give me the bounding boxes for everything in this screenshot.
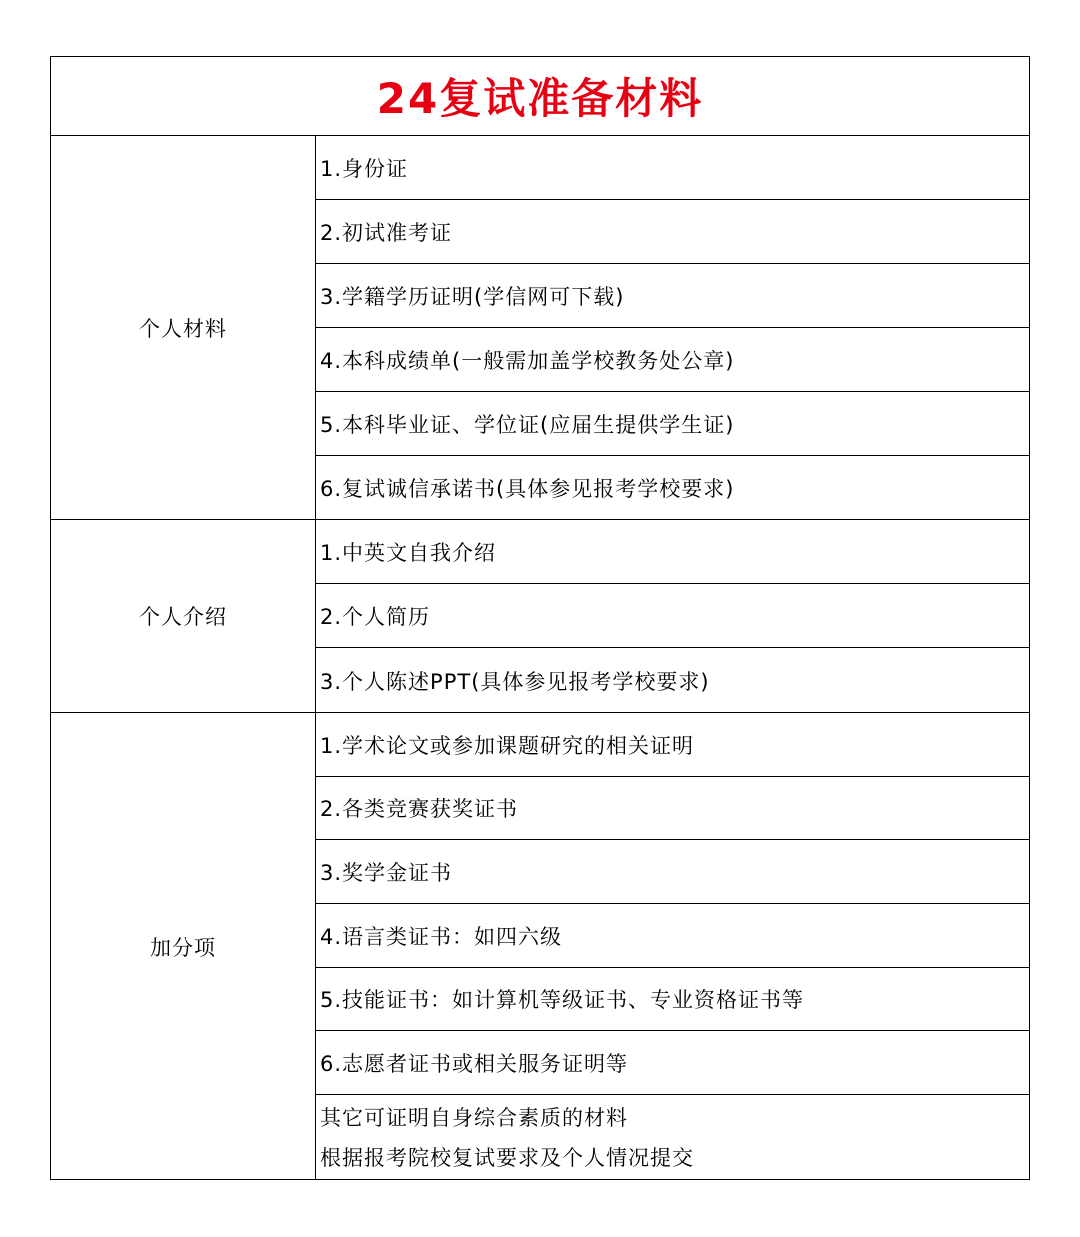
list-item: 2.各类竞赛获奖证书 (316, 777, 1029, 840)
list-item: 1.中英文自我介绍 (316, 520, 1029, 584)
extra-line: 根据报考院校复试要求及个人情况提交 (320, 1145, 694, 1170)
title-row (51, 57, 1029, 136)
group-label: 个人材料 (51, 136, 316, 519)
list-item: 5.技能证书：如计算机等级证书、专业资格证书等 (316, 968, 1029, 1031)
list-item: 6.志愿者证书或相关服务证明等 (316, 1031, 1029, 1095)
list-item-extra (316, 1095, 1029, 1180)
group-bonus (51, 713, 1029, 1180)
list-item: 1.身份证 (316, 136, 1029, 200)
list-item: 2.初试准考证 (316, 200, 1029, 264)
group-label: 加分项 (51, 713, 316, 1180)
list-item: 3.奖学金证书 (316, 840, 1029, 904)
list-item: 6.复试诚信承诺书(具体参见报考学校要求) (320, 477, 735, 501)
list-item: 3.学籍学历证明(学信网可下载) (316, 264, 1029, 328)
extra-line: 其它可证明自身综合素质的材料 (320, 1105, 628, 1130)
group-personal-materials (51, 136, 1029, 520)
list-item: 1.学术论文或参加课题研究的相关证明 (316, 713, 1029, 777)
list-item: 4.本科成绩单(一般需加盖学校教务处公章) (316, 328, 1029, 392)
list-item: 5.本科毕业证、学位证(应届生提供学生证) (316, 392, 1029, 456)
list-item: 2.个人简历 (316, 584, 1029, 648)
materials-table (50, 56, 1030, 1180)
page-title: 24复试准备材料 (376, 74, 704, 123)
group-label: 个人介绍 (51, 520, 316, 712)
group-personal-intro (51, 520, 1029, 713)
list-item: 4.语言类证书：如四六级 (316, 904, 1029, 968)
list-item: 3.个人陈述PPT(具体参见报考学校要求) (320, 669, 710, 694)
